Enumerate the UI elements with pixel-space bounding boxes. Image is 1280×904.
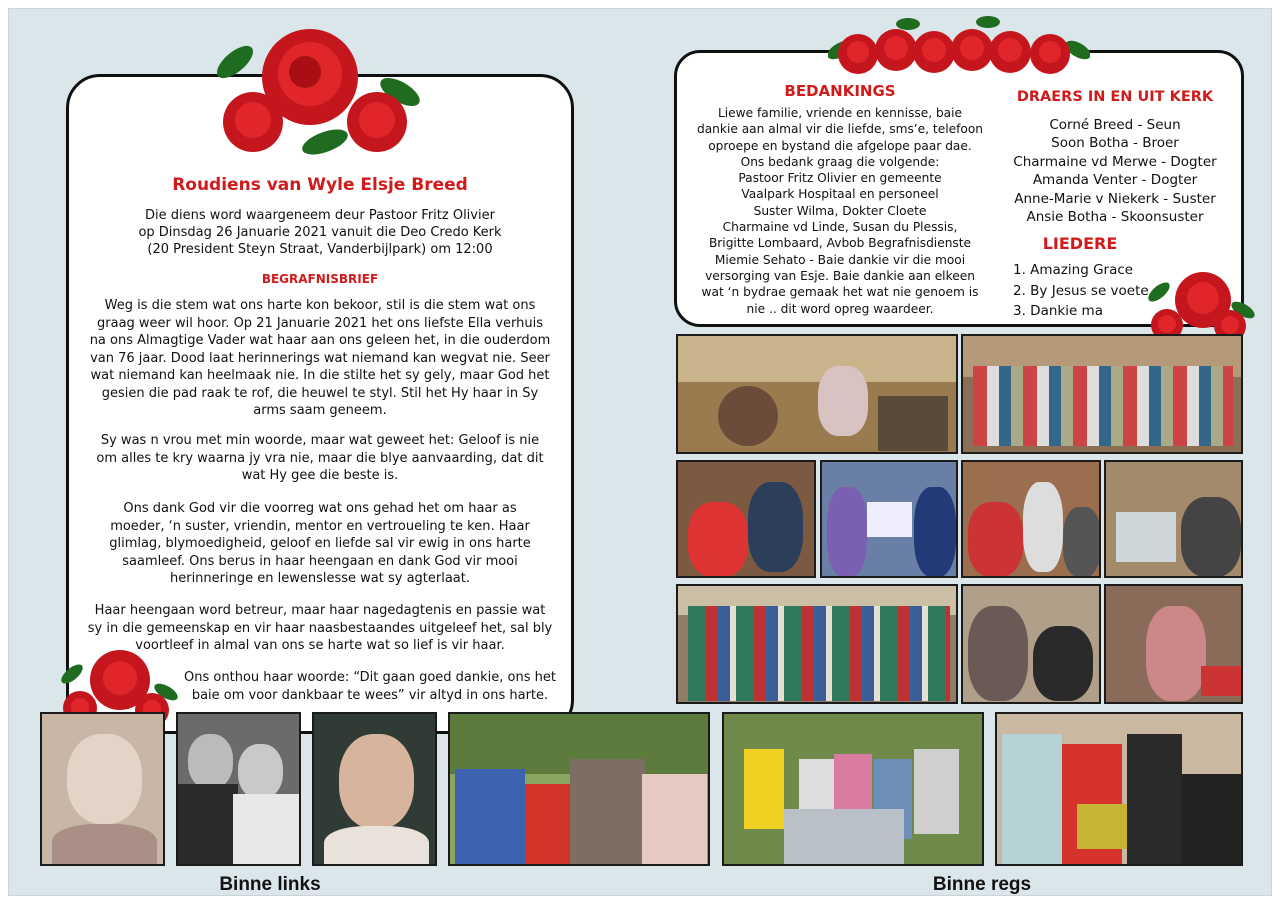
list-item: Ansie Botha - Skoonsuster xyxy=(1026,209,1204,226)
text-line: herinneringe en lewenslesse wat sy agterlaat. xyxy=(169,571,470,586)
text-line: Brigitte Lombaard, Avbob Begrafnisdienste xyxy=(708,236,972,251)
bedankings-title: BEDANKINGS xyxy=(784,82,896,100)
text-line: Miemie Sehato - Baie dankie vir die mooi xyxy=(714,252,966,267)
text-line: Vaalpark Hospitaal en personeel xyxy=(741,187,939,202)
list-item: Anne-Marie v Niekerk - Suster xyxy=(1014,190,1216,207)
text-line: Weg is die stem wat ons harte kon bekoor, stil is die stem wat ons xyxy=(104,298,536,313)
text-line: Suster Wilma, Dokter Cloete xyxy=(753,203,927,218)
text-line: wat ‘n bydrae gemaak het wat nie genoem is xyxy=(701,285,979,300)
photo-sewing xyxy=(1104,460,1243,578)
photo-costumes xyxy=(676,584,958,704)
list-item: 3. Dankie ma xyxy=(1013,303,1103,319)
text-line: oproepe en bystand die afgelope paar dae. xyxy=(708,138,972,153)
text-line: om alles te kry waarna jy vra nie, maar die blye aanvaarding, dat dit xyxy=(96,450,544,466)
page-title: Roudiens van Wyle Elsje Breed xyxy=(172,175,468,195)
list-item: Charmaine vd Merwe - Dogter xyxy=(1013,153,1217,170)
text-line: Ons bedank graag die volgende: xyxy=(740,154,940,169)
list-item: Corné Breed - Seun xyxy=(1049,117,1181,133)
text-line: wat Hy gee die beste is. xyxy=(241,468,399,483)
text-line: Ons onthou haar woorde: “Dit gaan goed dankie, ons het xyxy=(184,670,556,685)
photo-craft-group xyxy=(676,334,958,454)
draers-title: DRAERS IN EN UIT KERK xyxy=(1016,89,1214,105)
service-line: op Dinsdag 26 Januarie 2021 vanuit die Deo Credo Kerk xyxy=(138,225,502,240)
text-line: sy in die gemeenskap en vir haar naasbestaandes uitgeleef het, sal bly xyxy=(87,620,553,636)
text-line: arms saam geneem. xyxy=(253,403,387,418)
text-line: baie om voor dankbaar te wees” vir altyd in ons harte. xyxy=(191,687,549,703)
text-line: saamleef. Ons berus in haar heengaan en dank God vir mooi xyxy=(122,553,518,569)
text-line: Pastoor Fritz Olivier en gemeente xyxy=(738,171,942,186)
draers-list xyxy=(1000,116,1230,226)
list-item: 2. By Jesus se voete xyxy=(1013,282,1149,299)
list-item: Soon Botha - Broer xyxy=(1051,135,1179,152)
paragraph-2 xyxy=(82,432,558,485)
text-line: Sy was n vrou met min woorde, maar wat geweet het: Geloof is nie xyxy=(100,433,540,448)
service-line: Die diens word waargeneem deur Pastoor Fritz Olivier xyxy=(145,208,495,223)
text-line: na ons Almagtige Vader wat haar aan ons geleen het, in die ouderdom xyxy=(89,333,551,348)
text-line: Charmaine vd Linde, Susan du Plessis, xyxy=(722,220,958,235)
text-line: dankie aan almal vir die liefde, sms’e, telefoon xyxy=(696,122,984,137)
paragraph-4 xyxy=(82,602,558,655)
text-line: glimlag, blymoedigheid, geloof en liefde sal vir ewig in ons harte xyxy=(109,536,531,551)
photo-activity-2 xyxy=(961,460,1101,578)
service-line: (20 President Steyn Straat, Vanderbijlpark) om 12:00 xyxy=(147,242,493,257)
text-line: nie .. dit word opreg waardeer. xyxy=(746,301,934,316)
text-line: van 76 jaar. Dood laat herinnerings wat niemand kan wegvat nie. Seer xyxy=(90,350,550,366)
text-line: wat niemand kan heelmaak nie. In die stilte het sy gely, maar God het xyxy=(90,368,550,383)
photo-activity-3 xyxy=(961,584,1101,704)
photo-family-outdoor xyxy=(448,712,710,866)
text-line: moeder, ‘n suster, vriendin, mentor en vertroueling te ken. Haar xyxy=(110,518,530,534)
list-item: 1. Amazing Grace xyxy=(1013,262,1134,278)
photo-family-group xyxy=(722,712,984,866)
rose-bouquet-icon xyxy=(205,22,430,172)
photo-wedding xyxy=(176,712,301,866)
paragraph-3 xyxy=(82,500,558,588)
text-line: voortleef in almal van ons se harte wat so lief is vir haar. xyxy=(135,638,505,653)
photo-large-group xyxy=(961,334,1243,454)
paragraph-1 xyxy=(82,297,558,420)
paragraph-5 xyxy=(160,669,580,704)
photo-activity-4 xyxy=(1104,584,1243,704)
caption-left: Binne links xyxy=(219,874,321,895)
text-line: gesien die pad raak te rof, die heuwel te styl. Stil het Hy haar in Sy xyxy=(101,385,539,401)
bedankings-text xyxy=(690,105,990,317)
text-line: Liewe familie, vriende en kennisse, baie xyxy=(717,106,963,120)
list-item: Amanda Venter - Dogter xyxy=(1032,172,1198,189)
photo-portrait-2 xyxy=(312,712,437,866)
text-line: Haar heengaan word betreur, maar haar nagedagtenis en passie wat xyxy=(94,603,546,618)
section-heading: BEGRAFNISBRIEF xyxy=(261,272,379,286)
text-line: Ons dank God vir die voorreg wat ons gehad het om haar as xyxy=(123,501,517,516)
rose-garland-icon xyxy=(828,10,1090,82)
photo-activity-1 xyxy=(676,460,816,578)
text-line: versorging van Esje. Baie dankie aan elkeen xyxy=(705,268,975,283)
liedere-title: LIEDERE xyxy=(1042,234,1118,253)
photo-certificate xyxy=(820,460,958,578)
photo-family-indoor xyxy=(995,712,1243,866)
service-details xyxy=(90,207,550,258)
liedere-list xyxy=(1013,260,1163,322)
text-line: graag weer wil hoor. Op 21 Januarie 2021 het ons liefste Ella verhuis xyxy=(97,315,543,331)
caption-right: Binne regs xyxy=(932,874,1032,895)
photo-portrait-1 xyxy=(40,712,165,866)
